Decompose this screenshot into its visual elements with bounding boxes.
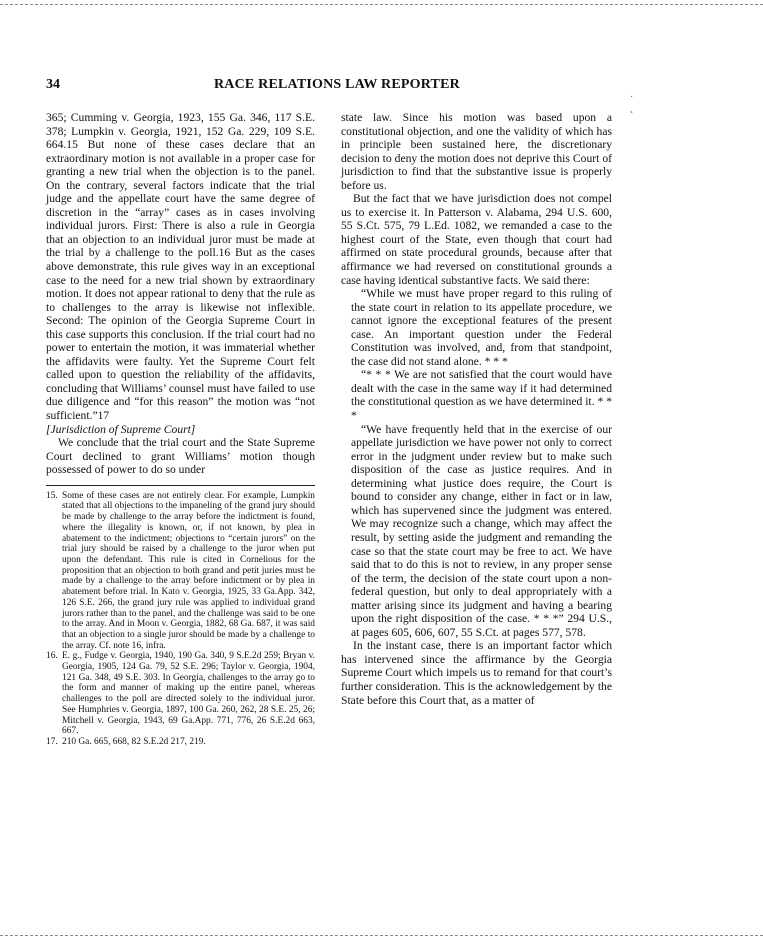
footnote-number: 17. (46, 736, 58, 747)
footnote-text: E. g., Fudge v. Georgia, 1940, 190 Ga. 340, 9 S.E.2d 259; Bryan v. Georgia, 1905, 124 Ga. 79, 52 S.E. 296; Taylor v. Georgia, 1904, 121 Ga. 348, 49 S.E. 303. In Georgia, challenges to the array go to the form and manner of making up the entire panel, whereas challenges to the poll are directed solely to the individual juror. See Humphries v. Georgia, 1897, 100 Ga. 260, 262, 28 S.E. 25, 26; Mitchell v. Georgia, 1943, 69 Ga.App. 771, 776, 26 S.E.2d 663, 667. (62, 651, 315, 737)
footnote-number: 16. (46, 651, 58, 662)
footnote-rule (46, 485, 315, 486)
block-quote-2: “* * * We are not satisfied that the court would have dealt with the case in the same way if it had determined the constitutional question as we have determined it. * * * (351, 368, 612, 423)
page-number: 34 (46, 77, 60, 92)
right-paragraph-3: In the instant case, there is an important factor which has intervened since the affirmance by the Georgia Supreme Court which impels us to remand for that court’s further consideration. This is the acknowledgement by the State before this Court that, as a matter of (341, 639, 612, 707)
footnote-text: 210 Ga. 665, 668, 82 S.E.2d 217, 219. (62, 736, 206, 747)
footnote-16 (46, 651, 315, 737)
block-quote-3: “We have frequently held that in the exercise of our appellate jurisdiction we have power not only to correct error in the judgment under review but to make such disposition of the case as justice requires. And in determining what justice does require, the Court is bound to consider any change, either in fact or in law, which has supervened since the judgment was entered. We may recognize such a change, which may affect the result, by setting aside the judgment and remanding the case so that the state court may be free to act. We have said that to do this is not to review, in any proper sense of the term, the decision of the state court upon a non-federal question, but only to deal appropriately with a matter arising since its judgment and having a bearing upon the right disposition of the case. * * *” 294 U.S., at pages 605, 606, 607, 55 S.Ct. at pages 577, 578. (351, 422, 612, 639)
right-paragraph-2: But the fact that we have jurisdiction does not compel us to exercise it. In Patterson v. Alabama, 294 U.S. 600, 55 S.Ct. 575, 79 L.Ed. 1082, we remanded a case to the highest court of the State, even though that court had affirmed on state procedural grounds, because after that affirmance we had reversed on constitutional grounds a case having identical substantive facts. We said there: (341, 192, 612, 287)
running-title: RACE RELATIONS LAW REPORTER (214, 77, 460, 92)
right-paragraph-1: state law. Since his motion was based upon a constitutional objection, and one the validity of which has in principle been sustained here, the discretionary decision to deny the motion does not deprive this Court of jurisdiction to find that the substantive issue is properly before us. (341, 111, 612, 192)
footnote-17 (46, 737, 315, 748)
left-paragraph-1: 365; Cumming v. Georgia, 1923, 155 Ga. 346, 117 S.E. 378; Lumpkin v. Georgia, 1921, 152 Ga. 229, 109 S.E. 664.15 But none of these cases declare that an extraordinary motion is not available in a proper case for granting a new trial when the objection is to the panel. On the contrary, several factors indicate that the trial judge and the appellate court have the same degree of discretion in the “array” cases as in cases involving individual jurors. First: There is also a rule in Georgia that an objection to an individual juror must be made at the trial by a challenge to the poll.16 But as the cases above demonstrate, this rule gives way in an exceptional case to the need for a new trial shown by extraordinary motion. It does not appear rational to deny that the rule as to challenges to the array is likewise not inflexible. Second: The opinion of the Georgia Supreme Court in this case supports this conclusion. If the trial court had no power to entertain the motion, it was immaterial whether the affidavits were faulty. Yet the Supreme Court felt called upon to question the reliability of the affidavits, concluding that Williams’ counsel must have failed to use due diligence and “for this reason” the motion was “not sufficient.”17 (46, 111, 315, 423)
section-heading: [Jurisdiction of Supreme Court] (46, 422, 196, 436)
left-column (46, 111, 315, 748)
bottom-dashed-border (0, 935, 763, 936)
left-paragraph-2: We conclude that the trial court and the State Supreme Court declined to grant Williams’ motion though possessed of power to do so under (46, 436, 315, 477)
right-column (341, 111, 612, 707)
footnote-text: Some of these cases are not entirely clear. For example, Lumpkin stated that all objections to the impaneling of the grand jury should be made by challenge to the array before the indictment is found, where the illegality is known, or, if not known, by plea in abatement to the indictment; objections to “certain jurors” on the trial jury should be raised by a challenge to the juror when put upon the defendant. This rule is cited in Cornelious for the proposition that an objection to both grand and petit juries must be made by a challenge to the array before indictment or by plea in abatement before trial. In Kato v. Georgia, 1925, 33 Ga.App. 342, 126 S.E. 266, the grand jury rule was applied to individual grand jurors rather than to the panel, and the challenge was said to be one to the array. And in Moon v. Georgia, 1882, 68 Ga. 687, it was said that an objection to a single juror should be made by a challenge to the array. Cf. note 16, infra. (62, 490, 315, 651)
block-quote-1: “While we must have proper regard to this ruling of the state court in relation to its appellate procedure, we cannot ignore the exceptional features of the present case. An important question under the Federal Constitution was involved, and, from that standpoint, the case did not stand alone. * * * (351, 287, 612, 368)
footnote-15 (46, 491, 315, 652)
margin-marks: · ˛ (630, 92, 634, 114)
footnote-number: 15. (46, 490, 58, 501)
top-dashed-border (0, 4, 763, 5)
